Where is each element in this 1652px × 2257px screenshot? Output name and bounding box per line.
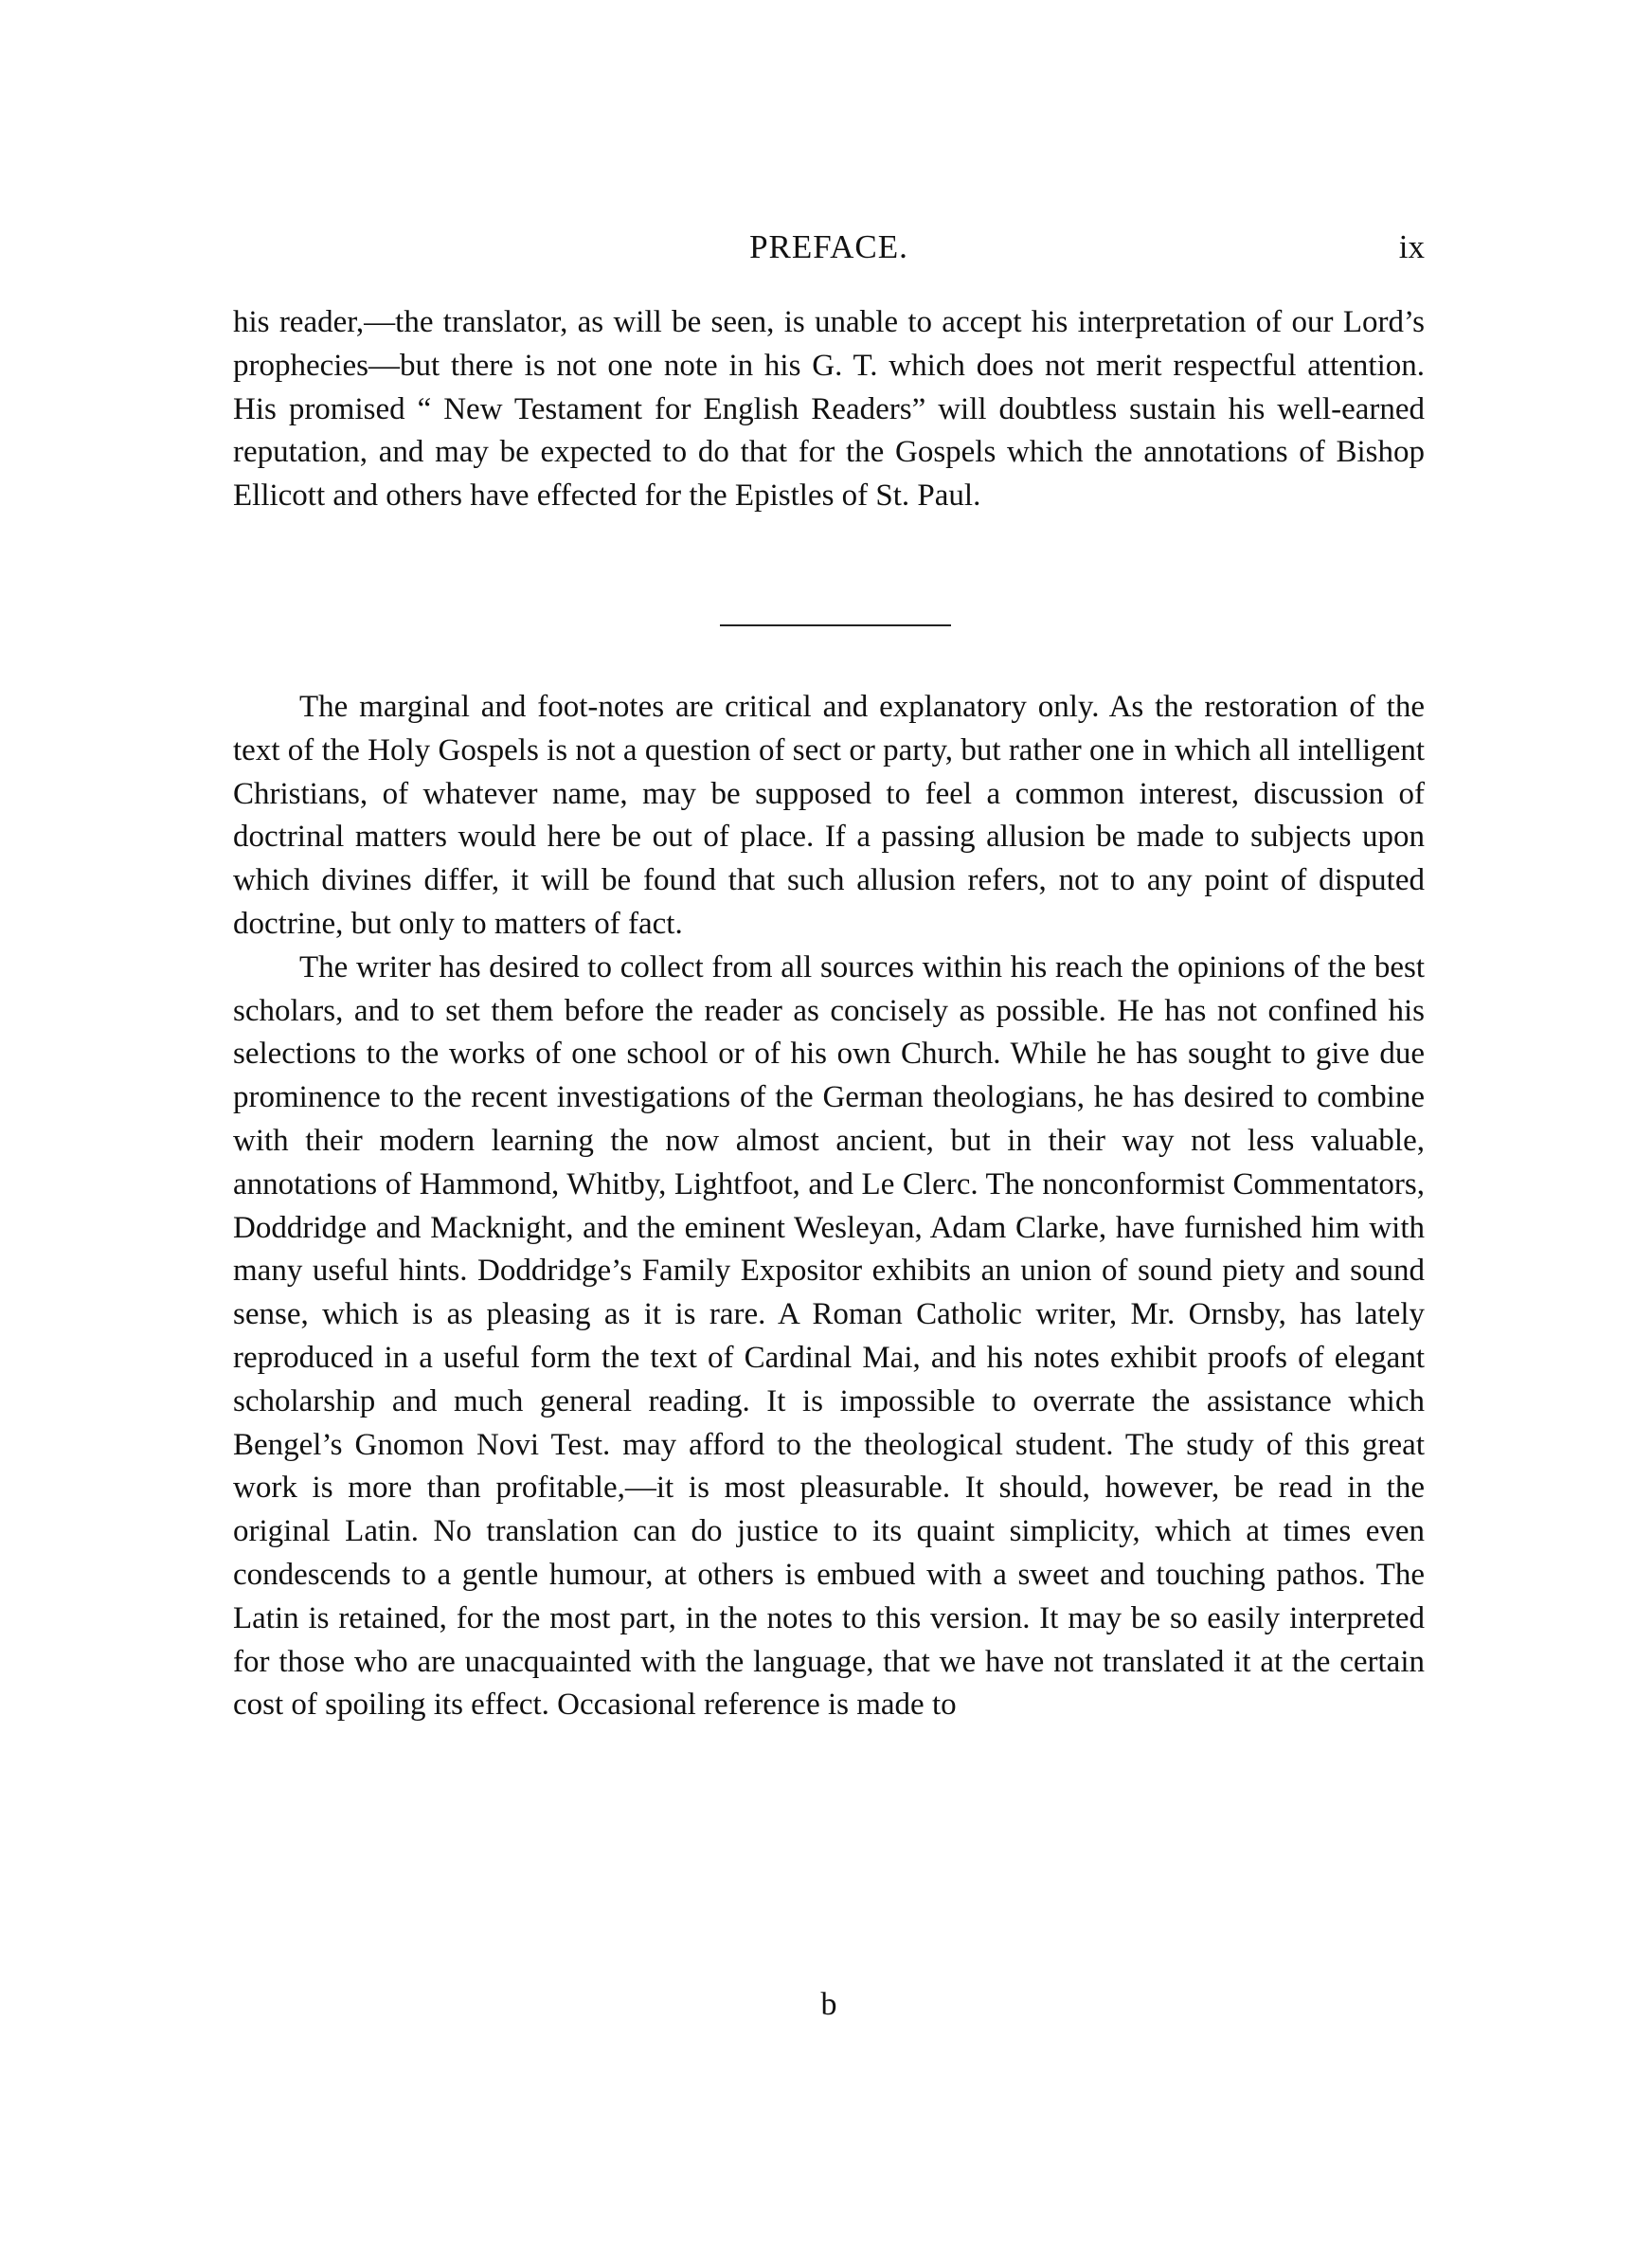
main-text-block [233,686,1425,1727]
paragraph-notes: The marginal and foot-notes are critical and explanatory only. As the restoration of the text of the Holy Gospels is not a question of sect or party, but rather one in which all intelligent Christians, of whatever name, may be supposed to feel a common interest, discussion of doctrinal matters would here be out of place. If a passing allusion be made to subjects upon which divines differ, it will be found that such allusion refers, not to any point of disputed doctrine, but only to matters of fact. [233,690,1425,941]
paragraph-sources: The writer has desired to collect from all sources within his reach the opinions of the best scholars, and to set them before the reader as concisely as possible. He has not confined his selections to the works of one school or of his own Church. While he has sought to give due prominence to the recent investigations of the German theologians, he has desired to combine with their modern learning the now almost ancient, but in their way not less valuable, annotations of Hammond, Whitby, Lightfoot, and Le Clerc. The nonconformist Commentators, Doddridge and Macknight, and the eminent Wesleyan, Adam Clarke, have furnished him with many useful hints. Doddridge’s Family Expositor exhibits an union of sound piety and sound sense, which is as pleasing as it is rare. A Roman Catholic writer, Mr. Ornsby, has lately reproduced in a useful form the text of Cardinal Mai, and his notes exhibit proofs of elegant scholarship and much general reading. It is impossible to overrate the assistance which Bengel’s Gnomon Novi Test. may afford to the theological student. The study of this great work is more than profitable,—it is most pleasurable. It should, however, be read in the original Latin. No translation can do justice to its quaint simplicity, which at times even condescends to a gentle humour, at others is embued with a sweet and touching pathos. The Latin is retained, for the most part, in the notes to this version. It may be so easily interpreted for those who are unacquainted with the language, that we have not translated it at the certain cost of spoiling its effect. Occasional reference is made to [233,949,1425,1723]
paragraph-continued: his reader,—the translator, as will be seen, is unable to accept his interpretation of our Lord’s prophecies—but there is not one note in his G. T. which does not merit respectful attention. His promised “ New Testament for English Readers” will doubtless sustain his well-earned reputation, and may be expected to do that for the Gospels which the annotations of Bishop Ellicott and others have effected for the Epistles of St. Paul. [233,305,1425,514]
section-divider-rule [720,624,951,626]
continued-paragraph-block [233,301,1425,518]
page-number: ix [1398,228,1425,265]
signature-mark: b [820,1987,837,2022]
running-head: PREFACE. [749,228,908,265]
page-header [233,224,1425,271]
